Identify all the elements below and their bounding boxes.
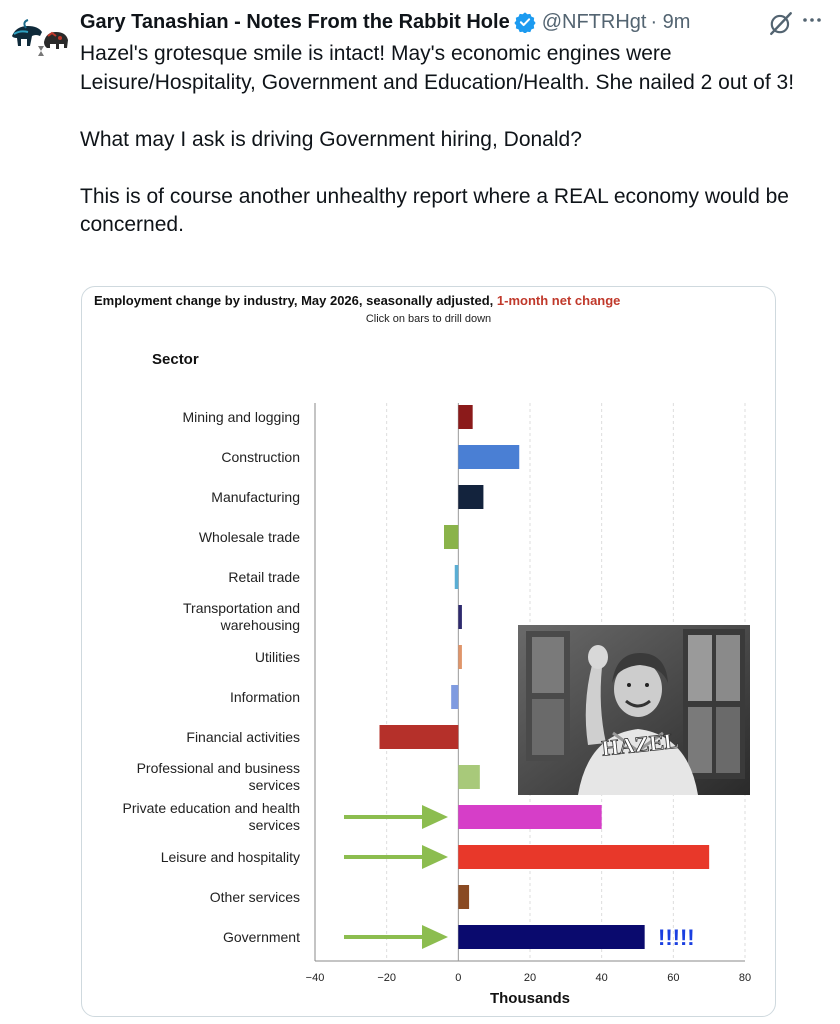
- category-label-line: Transportation and: [183, 600, 300, 616]
- author-avatar[interactable]: [8, 6, 72, 70]
- category-label: [123, 800, 300, 833]
- bar[interactable]: [451, 685, 458, 709]
- category-label-line: Other services: [209, 889, 300, 905]
- bar[interactable]: [380, 725, 459, 749]
- bar[interactable]: [458, 805, 601, 829]
- bar[interactable]: [458, 885, 469, 909]
- bear-icon: [44, 32, 68, 49]
- category-label: [211, 489, 300, 505]
- grok-icon[interactable]: [768, 10, 794, 36]
- category-label: [161, 849, 300, 865]
- tweet-header: [80, 9, 828, 35]
- sector-header: Sector: [152, 351, 199, 368]
- media-card[interactable]: [81, 286, 776, 1017]
- category-label-line: services: [248, 777, 300, 793]
- category-label-line: Construction: [221, 449, 300, 465]
- category-label: [183, 600, 300, 633]
- bar[interactable]: [458, 765, 480, 789]
- bar[interactable]: [458, 405, 472, 429]
- category-label: [223, 929, 300, 945]
- category-label-line: Government: [222, 929, 300, 945]
- category-label-line: Wholesale trade: [198, 529, 300, 545]
- category-label-line: Mining and logging: [182, 409, 300, 425]
- category-label: [228, 569, 300, 585]
- tweet-text: [80, 40, 830, 240]
- category-label: [221, 449, 300, 465]
- author-handle[interactable]: @NFTRHgt: [541, 10, 647, 33]
- chart-title-accent: 1-month net change: [496, 293, 621, 308]
- x-tick-label: 60: [667, 972, 680, 984]
- x-tick-label: 40: [595, 972, 608, 984]
- bar[interactable]: [458, 845, 709, 869]
- category-label-line: Retail trade: [228, 569, 300, 585]
- author-name[interactable]: Gary Tanashian - Notes From the Rabbit Hole: [80, 10, 510, 33]
- x-tick-label: 20: [523, 972, 537, 984]
- hourglass-icon: [38, 46, 44, 56]
- bar[interactable]: [458, 605, 462, 629]
- hazel-logo: HAZEL: [600, 727, 680, 761]
- chart-subtitle: Click on bars to drill down: [365, 313, 492, 325]
- arrow-head: [422, 845, 448, 869]
- more-icon[interactable]: [800, 8, 824, 32]
- arrow-head: [422, 805, 448, 829]
- hazel-photo: [518, 625, 750, 795]
- bar[interactable]: [455, 565, 459, 589]
- category-label-line: Utilities: [254, 649, 300, 665]
- x-tick-label: 80: [738, 972, 752, 984]
- tweet-paragraph: Hazel's grotesque smile is intact! May's economic engines were Leisure/Hospitality, Government and Education/Health. She nailed 2 out of 3!: [80, 42, 795, 94]
- chart-title-main: Employment change by industry, May 2026, seasonally adjusted,: [94, 293, 494, 308]
- verified-badge-icon: [514, 11, 536, 33]
- category-label: [199, 529, 300, 545]
- exclamation-annotation: !!!!!: [658, 925, 695, 950]
- category-label-line: Leisure and hospitality: [160, 849, 300, 865]
- category-label-line: Information: [229, 689, 300, 705]
- post-time[interactable]: · 9m: [650, 10, 691, 33]
- category-label-line: Private education and health: [122, 800, 300, 816]
- category-label: [182, 409, 300, 425]
- tweet-paragraph: What may I ask is driving Government hiring, Donald?: [80, 127, 582, 151]
- category-label: [230, 689, 300, 705]
- bull-icon: [12, 20, 42, 46]
- category-label: [137, 760, 300, 793]
- bar[interactable]: [458, 925, 644, 949]
- x-axis-label: Thousands: [489, 990, 571, 1007]
- category-label-line: warehousing: [220, 617, 300, 633]
- category-label: [255, 649, 300, 665]
- bar[interactable]: [444, 525, 458, 549]
- bar[interactable]: [458, 445, 519, 469]
- bar[interactable]: [458, 645, 462, 669]
- category-label-line: Manufacturing: [211, 489, 300, 505]
- category-label: [210, 889, 300, 905]
- category-label-line: Professional and business: [136, 760, 300, 776]
- category-label-line: Financial activities: [186, 729, 300, 745]
- x-tick-label: 0: [455, 972, 462, 984]
- x-tick-label: −20: [377, 972, 397, 984]
- category-label-line: services: [248, 817, 300, 833]
- bar[interactable]: [458, 485, 483, 509]
- x-tick-label: −40: [305, 972, 325, 984]
- category-label: [186, 729, 300, 745]
- tweet-paragraph: This is of course another unhealthy report where a REAL economy would be concerned.: [80, 184, 789, 236]
- arrow-head: [422, 925, 448, 949]
